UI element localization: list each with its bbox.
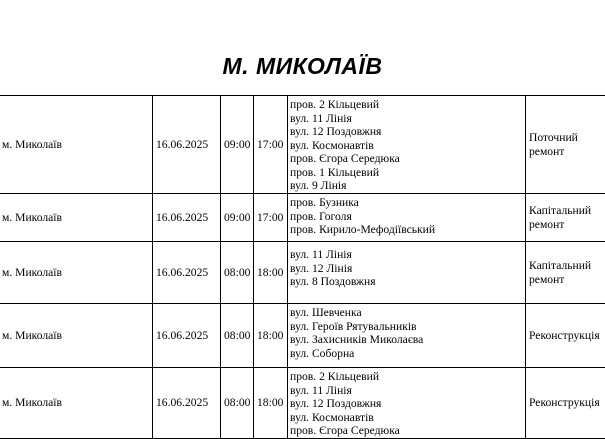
work-type-text: ремонт <box>529 273 605 287</box>
table-row <box>0 304 605 368</box>
street-name: вул. Шевченка <box>290 306 525 320</box>
street-name: вул. Космонавтів <box>290 139 525 153</box>
work-type-text: ремонт <box>529 145 605 159</box>
start-time-cell: 08:00 <box>221 368 254 439</box>
street-name: пров. Бузника <box>290 196 525 210</box>
start-time-cell: 08:00 <box>221 304 254 368</box>
end-time-cell: 18:00 <box>254 242 288 304</box>
city-cell: м. Миколаїв <box>0 96 153 194</box>
street-name: вул. 9 Лінія <box>290 179 525 193</box>
street-name: вул. Захисників Миколаєва <box>290 333 525 347</box>
work-type-text: Капітальний <box>529 259 605 273</box>
table-row <box>0 194 605 242</box>
work-type-text: Реконструкція <box>529 396 605 410</box>
streets-cell <box>288 242 526 304</box>
street-name: пров. Кирило-Мефодіївський <box>290 223 525 237</box>
work-type-cell <box>526 368 605 439</box>
streets-cell <box>288 194 526 242</box>
street-name: вул. 8 Поздовжня <box>290 275 525 289</box>
street-name: вул. 12 Поздовжня <box>290 125 525 139</box>
end-time-cell: 18:00 <box>254 304 288 368</box>
page-title: М. МИКОЛАЇВ <box>0 51 605 81</box>
date-cell: 16.06.2025 <box>153 96 221 194</box>
work-type-text: Капітальний <box>529 204 605 218</box>
end-time-cell: 17:00 <box>254 194 288 242</box>
date-cell: 16.06.2025 <box>153 304 221 368</box>
date-cell: 16.06.2025 <box>153 242 221 304</box>
date-cell: 16.06.2025 <box>153 194 221 242</box>
streets-cell <box>288 304 526 368</box>
outage-schedule-table <box>0 95 605 439</box>
street-name: вул. 11 Лінія <box>290 112 525 126</box>
street-name: вул. Героїв Рятувальників <box>290 320 525 334</box>
work-type-cell <box>526 194 605 242</box>
table-row <box>0 96 605 194</box>
date-cell: 16.06.2025 <box>153 368 221 439</box>
city-cell: м. Миколаїв <box>0 368 153 439</box>
start-time-cell: 08:00 <box>221 242 254 304</box>
work-type-text: Поточний <box>529 131 605 145</box>
street-name: вул. Соборна <box>290 347 525 361</box>
street-name: вул. 11 Лінія <box>290 248 525 262</box>
street-name: пров. Єгора Середюка <box>290 424 525 438</box>
street-name: вул. 11 Лінія <box>290 384 525 398</box>
streets-cell <box>288 368 526 439</box>
table-row <box>0 368 605 439</box>
street-name: вул. 12 Лінія <box>290 262 525 276</box>
work-type-text: ремонт <box>529 218 605 232</box>
end-time-cell: 17:00 <box>254 96 288 194</box>
street-name: пров. Єгора Середюка <box>290 152 525 166</box>
start-time-cell: 09:00 <box>221 96 254 194</box>
city-cell: м. Миколаїв <box>0 194 153 242</box>
streets-cell <box>288 96 526 194</box>
end-time-cell: 18:00 <box>254 368 288 439</box>
work-type-cell <box>526 242 605 304</box>
street-name: пров. Гоголя <box>290 210 525 224</box>
street-name: пров. 1 Кільцевий <box>290 166 525 180</box>
work-type-cell <box>526 304 605 368</box>
street-name: вул. Космонавтів <box>290 411 525 425</box>
city-cell: м. Миколаїв <box>0 304 153 368</box>
schedule-body <box>0 96 605 439</box>
work-type-text: Реконструкція <box>529 329 605 343</box>
table-row <box>0 242 605 304</box>
work-type-cell <box>526 96 605 194</box>
street-name: пров. 2 Кільцевий <box>290 370 525 384</box>
start-time-cell: 09:00 <box>221 194 254 242</box>
street-name: пров. 2 Кільцевий <box>290 98 525 112</box>
city-cell: м. Миколаїв <box>0 242 153 304</box>
street-name: вул. 12 Поздовжня <box>290 397 525 411</box>
